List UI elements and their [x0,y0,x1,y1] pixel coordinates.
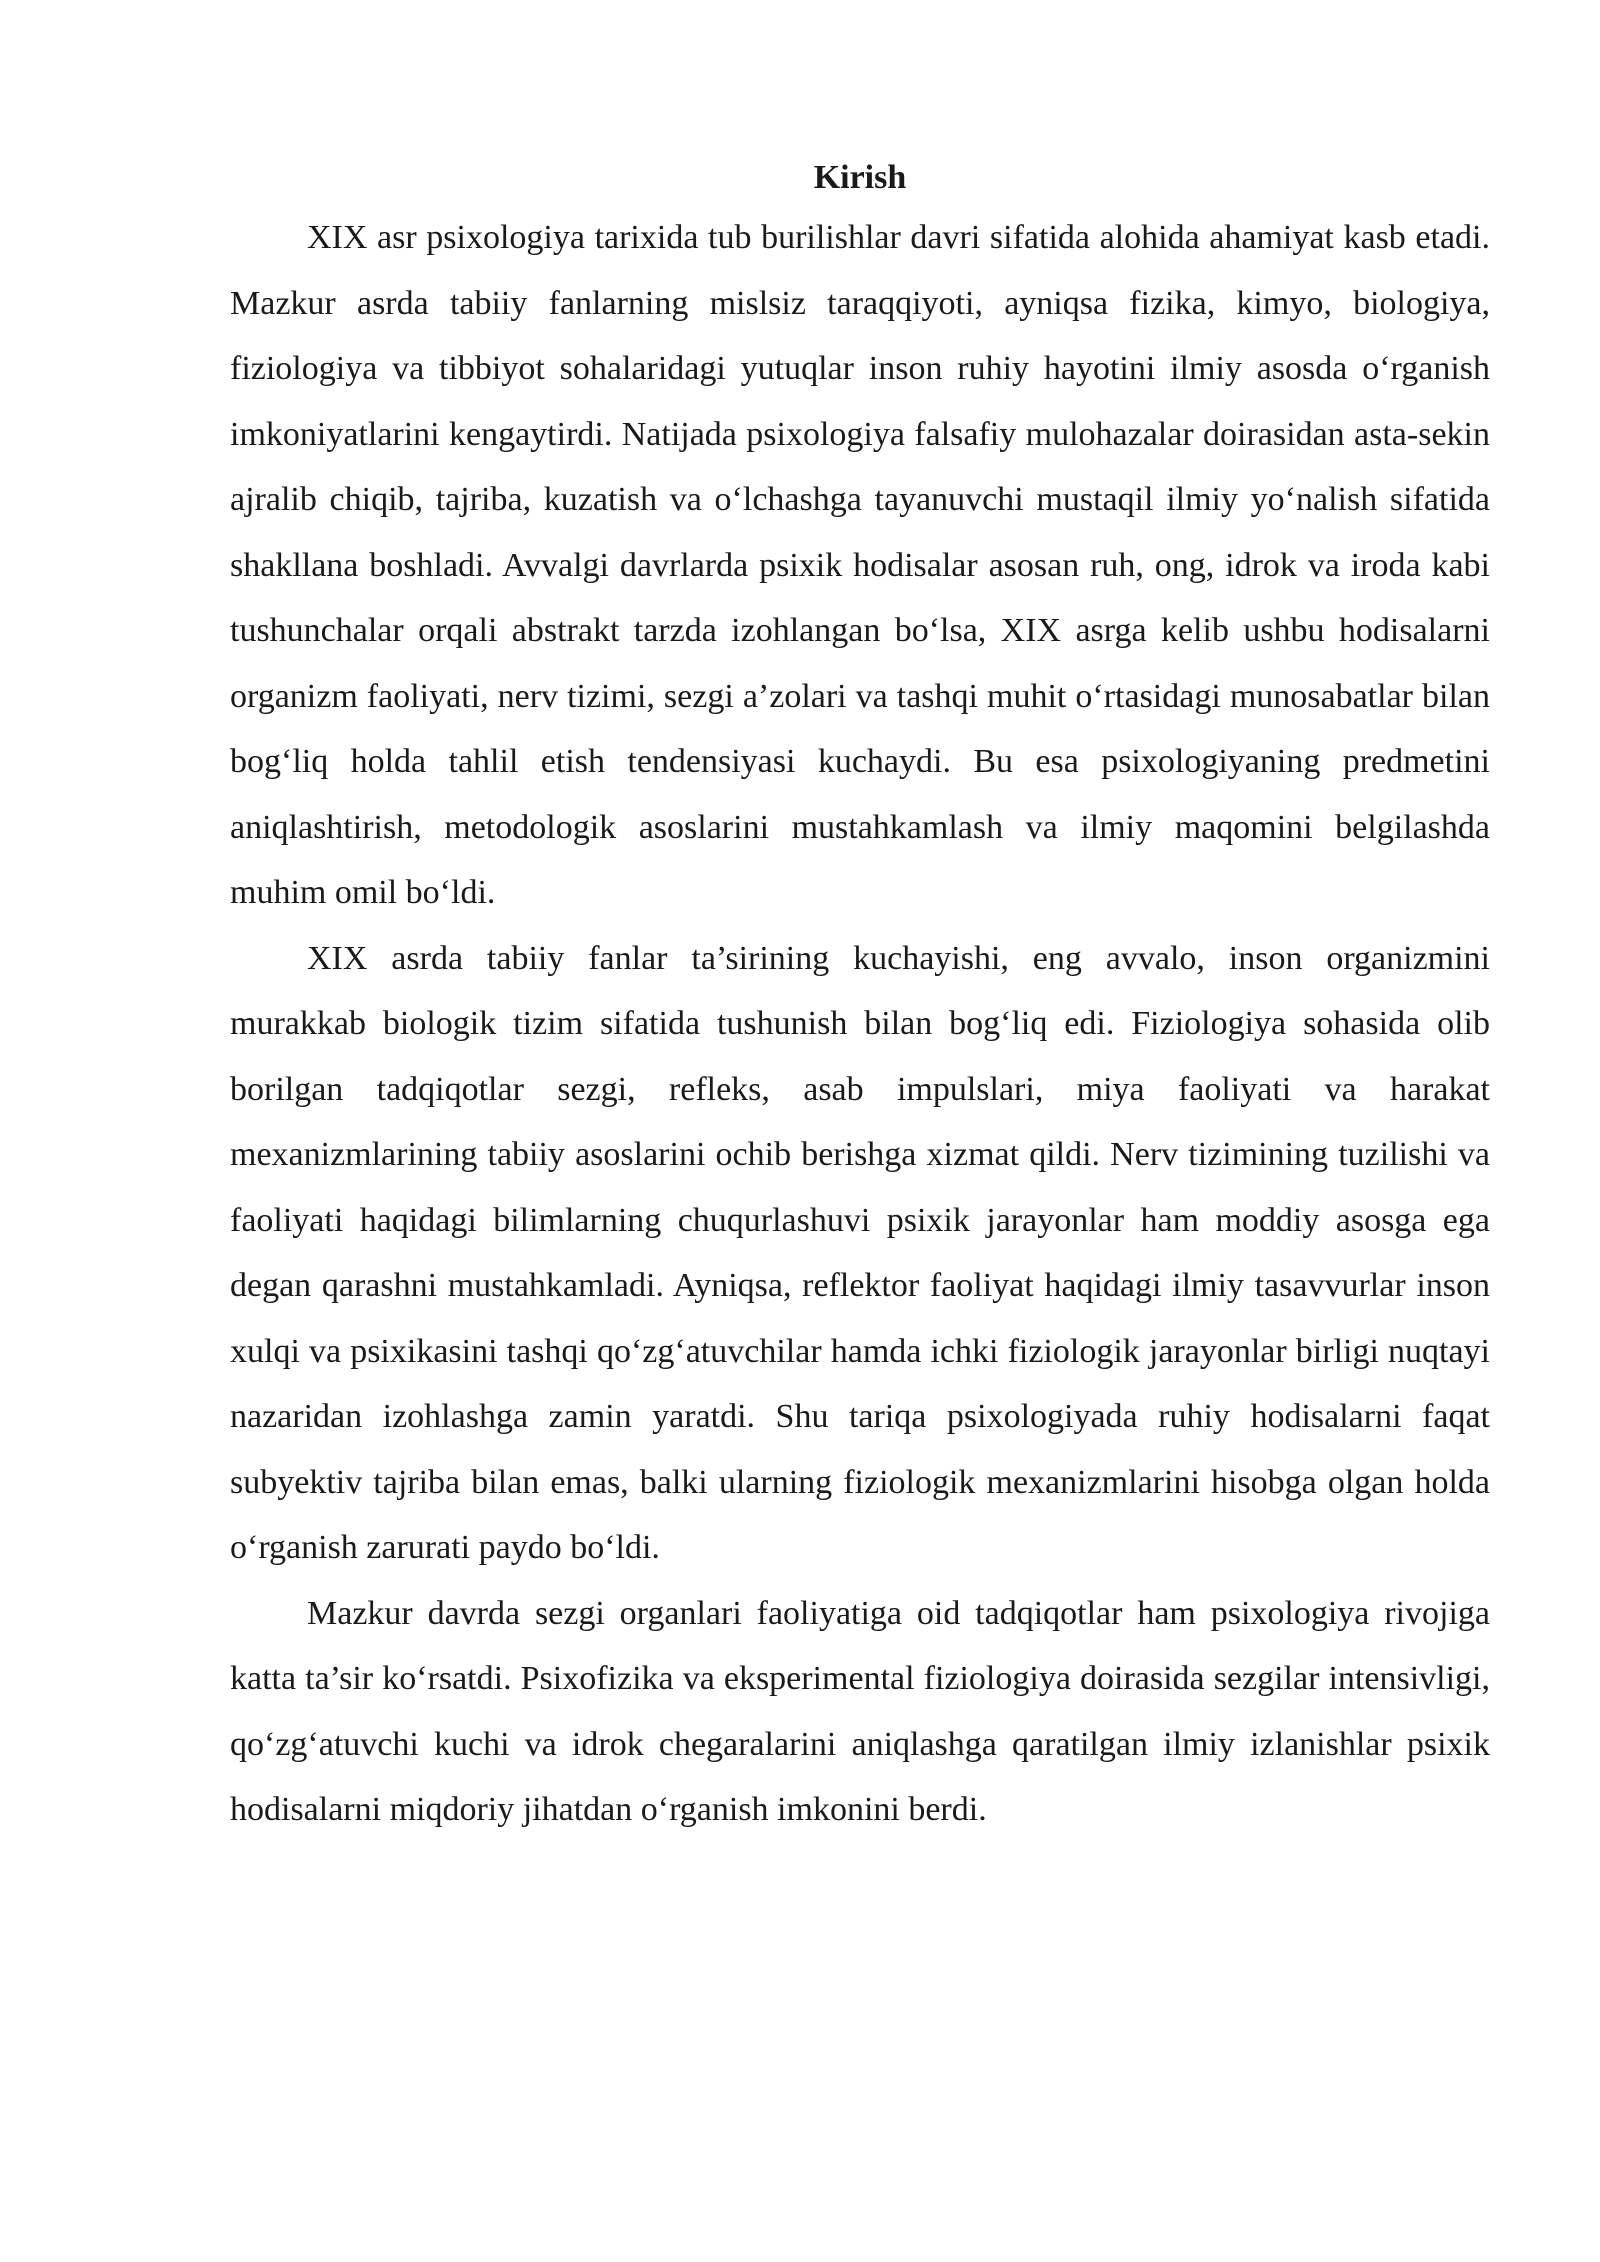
paragraph-2: XIX asrda tabiiy fanlar ta’sirining kuchayishi, eng avvalo, inson organizmini murakkab biologik tizim sifatida tushunish bilan bog‘liq edi. Fiziologiya sohasida olib borilgan tadqiqotlar sezgi, refleks, asab impulslari, miya faoliyati va harakat mexanizmlarining tabiiy asoslarini ochib berishga xizmat qildi. Nerv tizimining tuzilishi va faoliyati haqidagi bilimlarning chuqurlashuvi psixik jarayonlar ham moddiy asosga ega degan qarashni mustahkamladi. Ayniqsa, reflektor faoliyat haqidagi ilmiy tasavvurlar inson xulqi va psixikasini tashqi qo‘zg‘atuvchilar hamda ichki fiziologik jarayonlar birligi nuqtayi nazaridan izohlashga zamin yaratdi. Shu tariqa psixologiyada ruhiy hodisalarni faqat subyektiv tajriba bilan emas, balki ularning fiziologik mexanizmlarini hisobga olgan holda o‘rganish zarurati paydo bo‘ldi. [230,939,1490,1566]
paragraph-1: XIX asr psixologiya tarixida tub burilishlar davri sifatida alohida ahamiyat kasb etadi. Mazkur asrda tabiiy fanlarning mislsiz taraqqiyoti, ayniqsa fizika, kimyo, biologiya, fiziologiya va tibbiyot sohalaridagi yutuqlar inson ruhiy hayotini ilmiy asosda o‘rganish imkoniyatlarini kengaytirdi. Natijada psixologiya falsafiy mulohazalar doirasidan asta-sekin ajralib chiqib, tajriba, kuzatish va o‘lchashga tayanuvchi mustaqil ilmiy yo‘nalish sifatida shakllana boshladi. Avvalgi davrlarda psixik hodisalar asosan ruh, ong, idrok va iroda kabi tushunchalar orqali abstrakt tarzda izohlangan bo‘lsa, XIX asrga kelib ushbu hodisalarni organizm faoliyati, nerv tizimi, sezgi a’zolari va tashqi muhit o‘rtasidagi munosabatlar bilan bog‘liq holda tahlil etish tendensiyasi kuchaydi. Bu esa psixologiyaning predmetini aniqlashtirish, metodologik asoslarini mustahkamlash va ilmiy maqomini belgilashda muhim omil bo‘ldi. [230,219,1490,911]
document-title: Kirish [813,159,907,196]
document-body [230,150,1490,1843]
paragraph-3: Mazkur davrda sezgi organlari faoliyatiga oid tadqiqotlar ham psixologiya rivojiga katta ta’sir ko‘rsatdi. Psixofizika va eksperimental fiziologiya doirasida sezgilar intensivligi, qo‘zg‘atuvchi kuchi va idrok chegaralarini aniqlashga qaratilgan ilmiy izlanishlar psixik hodisalarni miqdoriy jihatdan o‘rganish imkonini berdi. [230,1594,1490,1828]
